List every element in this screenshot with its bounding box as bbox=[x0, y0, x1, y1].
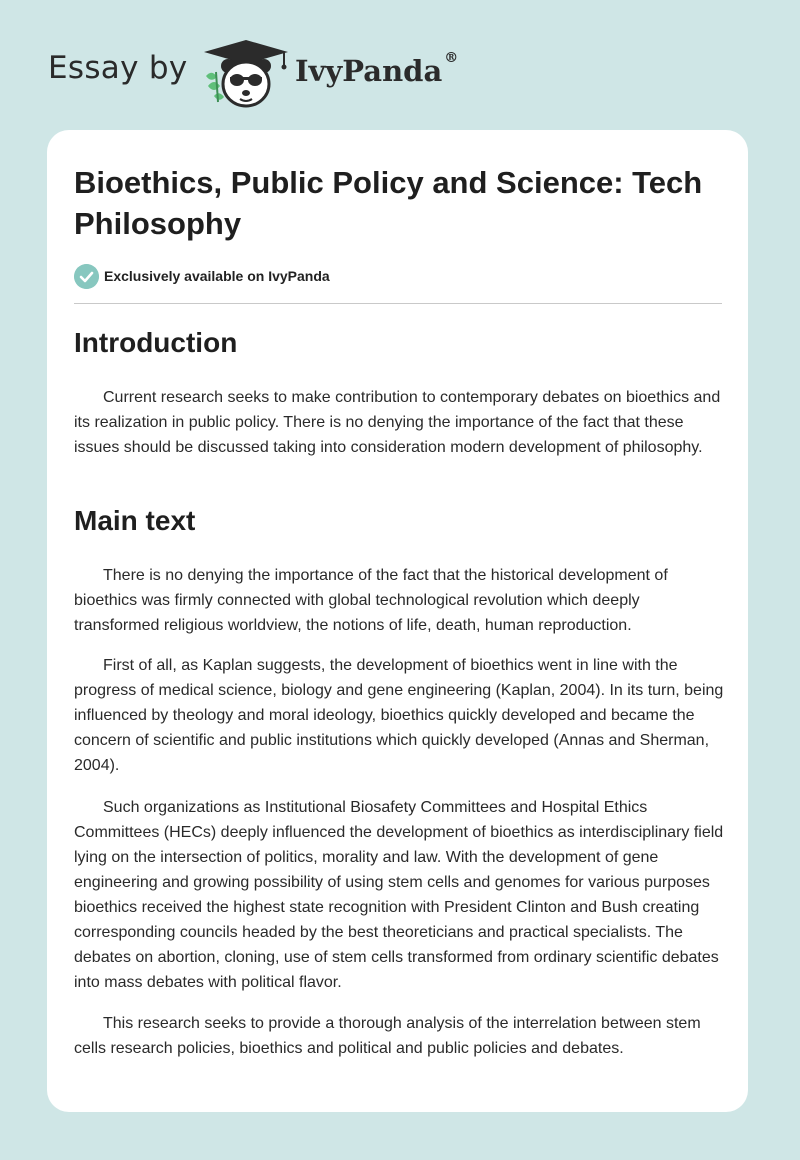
panda-logo-icon[interactable] bbox=[200, 36, 292, 112]
section-heading-main-text: Main text bbox=[74, 505, 196, 536]
panda-face-icon bbox=[221, 59, 271, 106]
checkmark-icon bbox=[74, 264, 99, 289]
section-heading-introduction: Introduction bbox=[74, 327, 238, 358]
site-header bbox=[0, 0, 800, 130]
paragraph: This research seeks to provide a thorough analysis of the interrelation between stem cells research policies, bioethics and political and public policies and debates. bbox=[74, 1015, 701, 1057]
essay-by-label: Essay by bbox=[48, 50, 188, 86]
brand-name[interactable] bbox=[295, 50, 459, 88]
essay-card bbox=[47, 130, 748, 1112]
exclusive-label: Exclusively available on IvyPanda bbox=[104, 268, 330, 284]
registered-mark: ® bbox=[444, 50, 459, 66]
leaf-icon bbox=[206, 72, 224, 102]
paragraph: Such organizations as Institutional Biosafety Committees and Hospital Ethics Committees (HECs) deeply influenced the development of bioethics as interdisciplinary field lying on the intersection of politics, morality and law. With the development of gene engineering and growing possibility of using stem cells and genomes for various purposes bioethics received the highest state recognition with President Clinton and Bush creating corresponding councils headed by the best theoreticians and practical specialists. The debates on abortion, cloning, use of stem cells transformed from ordinary scientific debates into mass debates with political flavor. bbox=[74, 799, 724, 991]
paragraph: Current research seeks to make contribution to contemporary debates on bioethics and its realization in public policy. There is no denying the importance of the fact that these issues should be discussed taking into consideration modern development of philosophy. bbox=[74, 389, 721, 456]
paragraph: There is no denying the importance of the fact that the historical development of bioethics was firmly connected with global technological revolution which deeply transformed religious worldview, the notions of life, death, human reproduction. bbox=[74, 567, 668, 634]
essay-title: Bioethics, Public Policy and Science: Tech Philosophy bbox=[74, 165, 703, 241]
divider bbox=[74, 303, 722, 304]
brand-name-text: IvyPanda bbox=[295, 54, 443, 88]
paragraph: First of all, as Kaplan suggests, the development of bioethics went in line with the progress of medical science, biology and gene engineering (Kaplan, 2004). In its turn, being influenced by theology and moral ideology, bioethics quickly developed and became the concern of scientific and public institutions which quickly developed (Annas and Sherman, 2004). bbox=[74, 657, 724, 774]
